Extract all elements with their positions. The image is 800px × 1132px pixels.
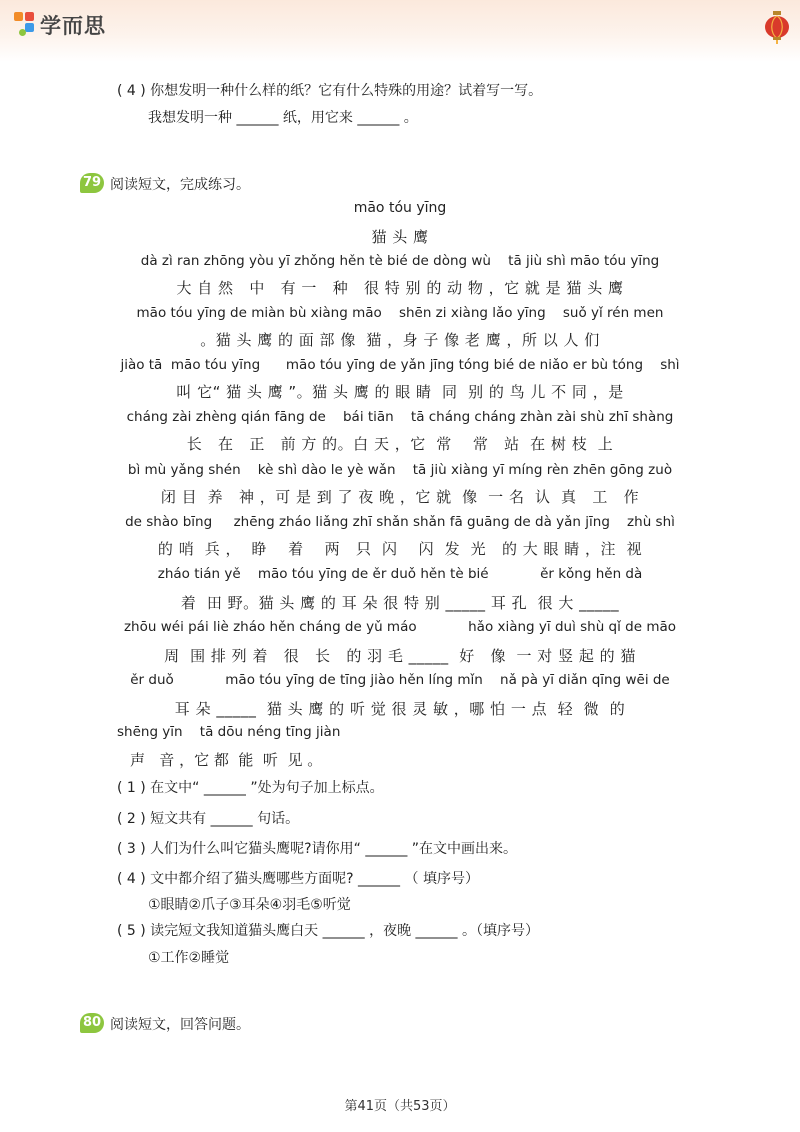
hanzi-line: 周 围 排 列 着 很 长 的 羽 毛 _____ 好 像 一 对 竖 起 的 猫 [164, 647, 636, 665]
answer-options: ①眼睛②爪子③耳朵④羽毛⑤听觉 [148, 897, 351, 913]
q78-sub4-fill: 我想发明一种 ______ 纸，用它来 ______ 。 [148, 110, 418, 126]
pinyin-line: dà zì ran zhōng yòu yī zhǒng hěn tè bié de dòng wù tā jiù shì māo tóu yīng [140, 253, 660, 269]
q78-sub4: ( 4 ) 你想发明一种什么样的纸？它有什么特殊的用途？试着写一写。 [117, 83, 543, 99]
sub-question: ( 1 ) 在文中“ ______ ”处为句子加上标点。 [117, 780, 384, 796]
hanzi-line: 声 音 ，它 都 能 听 见 。 [130, 751, 323, 769]
pinyin-line: de shào bīng zhēng zháo liǎng zhī shǎn shǎn fā guāng de dà yǎn jīng zhù shì [125, 514, 675, 530]
pinyin-line: jiào tā māo tóu yīng māo tóu yīng de yǎn jīng tóng bié de niǎo er bù tóng shì [120, 357, 680, 373]
answer-options: ①工作②睡觉 [148, 950, 230, 966]
question-instruction: 阅读短文，完成练习。 [110, 177, 250, 193]
title-pinyin: māo tóu yīng [353, 200, 447, 216]
logo-icon [14, 12, 36, 38]
hanzi-line: 叫 它“ 猫 头 鹰 ”。猫 头 鹰 的 眼 睛 同 别 的 鸟 儿 不 同 ，是 [176, 383, 624, 401]
pinyin-line: māo tóu yīng de miàn bù xiàng māo shēn zi xiàng lǎo yīng suǒ yǐ rén men [136, 305, 664, 321]
header-bar [0, 0, 800, 62]
pinyin-line: ěr duǒ māo tóu yīng de tīng jiào hěn líng mǐn nǎ pà yī diǎn qīng wēi de [130, 672, 670, 688]
sub-question: ( 3 ) 人们为什么叫它猫头鹰呢?请你用“ ______ ”在文中画出来。 [117, 841, 518, 857]
sub-question: ( 5 ) 读完短文我知道猫头鹰白天 ______ ，夜晚 ______ 。（填序号） [117, 923, 539, 939]
question-number-badge: 80 [80, 1013, 104, 1033]
pinyin-line: zháo tián yě māo tóu yīng de ěr duǒ hěn tè bié ěr kǒng hěn dà [157, 566, 643, 582]
pinyin-line: bì mù yǎng shén kè shì dào le yè wǎn tā jiù xiàng yī míng rèn zhēn gōng zuò [127, 462, 673, 478]
passage-title: 猫 头 鹰 [371, 228, 429, 246]
hanzi-line: 闭 目 养 神 ，可 是 到 了 夜 晚 ，它 就 像 一 名 认 真 工 作 [160, 488, 640, 506]
hanzi-line: 的 哨 兵 ， 睁 着 两 只 闪 闪 发 光 的 大 眼 睛 ，注 视 [157, 540, 643, 558]
hanzi-line: 长 在 正 前 方 的。白 天 ，它 常 常 站 在 树 枝 上 [186, 435, 614, 453]
brand-logo [14, 10, 106, 40]
hanzi-line: 。猫 头 鹰 的 面 部 像 猫 ，身 子 像 老 鹰 ，所 以 人 们 [200, 331, 600, 349]
lantern-icon [764, 10, 790, 44]
hanzi-line: 大 自 然 中 有 一 种 很 特 别 的 动 物 ，它 就 是 猫 头 鹰 [176, 279, 624, 297]
hanzi-line: 耳 朵 _____ 猫 头 鹰 的 听 觉 很 灵 敏 ，哪 怕 一 点 轻 微 的 [174, 700, 626, 718]
page-number: 第41页（共53页） [344, 1099, 456, 1114]
question-instruction: 阅读短文，回答问题。 [110, 1017, 250, 1033]
pinyin-line: shēng yīn tā dōu néng tīng jiàn [117, 724, 341, 740]
logo-text: 学而思 [40, 14, 106, 38]
hanzi-line: 着 田 野。猫 头 鹰 的 耳 朵 很 特 别 _____ 耳 孔 很 大 _____ [180, 594, 620, 612]
question-number-badge: 79 [80, 173, 104, 193]
pinyin-line: zhōu wéi pái liè zháo hěn cháng de yǔ máo hǎo xiàng yī duì shù qǐ de māo [123, 619, 677, 635]
sub-question: ( 4 ) 文中都介绍了猫头鹰哪些方面呢? ______ （ 填序号） [117, 871, 479, 887]
sub-question: ( 2 ) 短文共有 ______ 句话。 [117, 811, 300, 827]
pinyin-line: cháng zài zhèng qián fāng de bái tiān tā cháng cháng zhàn zài shù zhī shàng [126, 409, 674, 425]
